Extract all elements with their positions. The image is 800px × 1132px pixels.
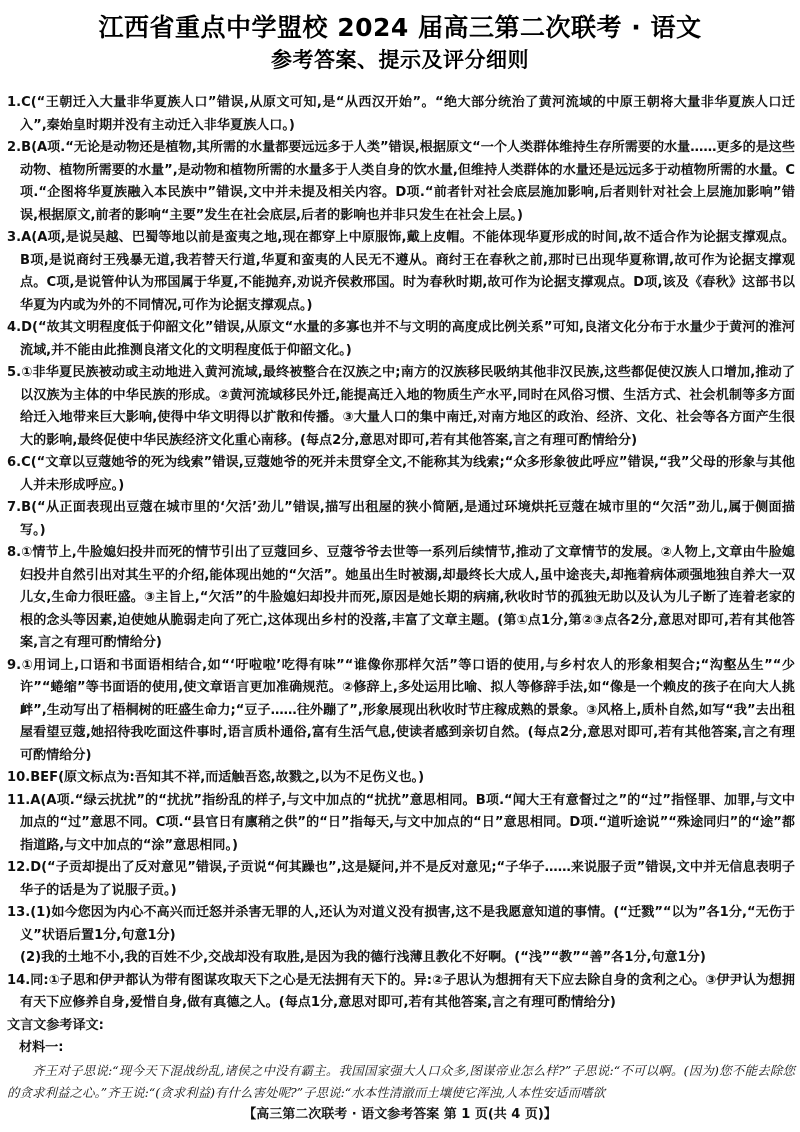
answer-item-4: 4.D(“故其文明程度低于仰韶文化”错误,从原文“水量的多寡也并不与文明的高度成比例关系”可知,良渚文化分布于水量少于黄河的淮河流域,并不能由此推测良渚文化的文明程度低于仰韶文化。) [7,320,795,358]
answer-item-14: 14.同:①子思和伊尹都认为带有图谋攻取天下之心是无法拥有天下的。异:②子思认为想拥有天下应去除自身的贪利之心。③伊尹认为想拥有天下应修养自身,爱惜自身,做有真德之人。(每点1分,意思对即可,若有其他答案,言之有理可酌情给分) [7,972,795,1010]
answer-item-7: 7.B(“从正面表现出豆蔻在城市里的‘欠活’劲儿”错误,描写出租屋的狭小简陋,是通过环境烘托豆蔻在城市里的“欠活”劲儿,属于侧面描写。) [7,500,795,538]
document-title: 江西省重点中学盟校 2024 届高三第二次联考 · 语文 [98,13,702,42]
answer-item-11: 11.A(A项.“绿云扰扰”的“扰扰”指纷乱的样子,与文中加点的“扰扰”意思相同。B项.“闻大王有意督过之”的“过”指怪罪、加罪,与文中加点的“过”意思不同。C项.“县官日有廪稍之供”的“日”指每天,与文中加点的“日”意思相同。D项.“道听途说”“殊途同归”的“途”都指道路,与文中加点的“涂”意思相同。) [7,792,795,853]
answer-item-9: 9.①用词上,口语和书面语相结合,如“‘吁啦啦’吃得有味”“谁像你那样欠活”等口语的使用,与乡村农人的形象相契合;“沟壑丛生”“少许”“蜷缩”等书面语的使用,使文章语言更加准确规范。②修辞上,多处运用比喻、拟人等修辞手法,如“像是一个赖皮的孩子在向大人挑衅”,生动写出了梧桐树的旺盛生命力;“豆子……往外蹦了”,形象展现出秋收时节庄稼成熟的景象。③风格上,质朴自然,如写“我”去出租屋看望豆蔻,她招待我吃面这件事时,语言质朴通俗,富有生活气息,使读者感到亲切自然。(每点2分,意思对即可,若有其他答案,言之有理可酌情给分) [7,657,795,763]
answer-item-8: 8.①情节上,牛脸媳妇投井而死的情节引出了豆蔻回乡、豆蔻爷爷去世等一系列后续情节,推动了文章情节的发展。②人物上,文章由牛脸媳妇投井自然引出对其生平的介绍,能体现出她的“欠活”。她虽出生时被溺,却最终长大成人,虽中途丧夫,却拖着病体顽强地独自养大一双儿女,生命力很旺盛。③主旨上,“欠活”的牛脸媳妇却投井而死,原因是她长期的病痛,秋收时节的孤独无助以及认为儿子断了连着老家的根的念头等因素,迫使她从脆弱走向了死亡,这体现出乡村的没落,丰富了文章主题。(第①点1分,第②③点各2分,意思对即可,若有其他答案,言之有理可酌情给分) [7,545,795,650]
answer-item-13: 13.(1)如今您因为内心不高兴而迁怒并杀害无罪的人,还认为对道义没有损害,这不是我愿意知道的事情。(“迁戮”“以为”各1分,“无伤于义”状语后置1分,句意1分) [7,905,795,943]
translation-paragraph: 齐王对子思说:“现今天下混战纷乱,诸侯之中没有霸主。我国国家强大人口众多,图谋帝业怎么样?”子思说:“不可以啊。(因为)您不能去除您的贪求利益之心。”齐王说:“(贪求利益)有什么害处呢?”子思说:“水本性清澈而土壤使它浑浊,人本性安适而嗜欲 [7,1062,795,1100]
answer-item-3: 3.A(A项,是说吴越、巴蜀等地以前是蛮夷之地,现在都穿上中原服饰,戴上皮帽。不能体现华夏形成的时间,故不适合作为论据支撑观点。B项,是说商纣王残暴无道,我若替天行道,华夏和蛮夷的人民无不遵从。商纣王在春秋之前,那时已出现华夏称谓,故可作为论据支撑观点。C项,是说管仲认为邢国属于华夏,不能抛弃,劝说齐侯救邢国。时为春秋时期,故可作为论据支撑观点。D项,该及《春秋》这部书以华夏为内或为外的不同情况,可作为论据支撑观点。) [7,230,795,313]
material-label: 材料一: [19,1040,64,1055]
answer-item-13-part-2: (2)我的土地不小,我的百姓不少,交战却没有取胜,是因为我的德行浅薄且教化不好啊。(“浅”“教”“善”各1分,句意1分) [20,950,706,965]
answer-item-1: 1.C(“王朝迁入大量非华夏族人口”错误,从原文可知,是“从西汉开始”。“绝大部分统治了黄河流域的中原王朝将大量非华夏族人口迁入”,秦始皇时期并没有主动迁入非华夏族人口。) [7,95,795,133]
answer-item-5: 5.①非华夏民族被动或主动地进入黄河流域,最终被整合在汉族之中;南方的汉族移民吸纳其他非汉民族,这些都促使汉族人口增加,推动了以汉族为主体的中华民族的形成。②黄河流域移民外迁,能提高迁入地的物质生产水平,同时在风俗习惯、生活方式、社会机制等多方面给迁入地带来巨大影响,使得中华文明得以扩散和传播。③大量人口的集中南迁,对南方地区的政治、经济、文化、社会等各方面产生很大的影响,最终促使中华民族经济文化重心南移。(每点2分,意思对即可,若有其他答案,言之有理可酌情给分) [7,365,795,448]
document-subtitle: 参考答案、提示及评分细则 [271,48,529,72]
answer-item-2: 2.B(A项.“无论是动物还是植物,其所需的水量都要远远多于人类”错误,根据原文“一个人类群体维持生存所需要的水量……更多的是这些动物、植物所需要的水量”,是动物和植物所需的水量多于人类自身的饮水量,但维持人类群体的水量还是远远多于动植物所需的水量。C项.“企图将华夏族融入本民族中”错误,文中并未提及相关内容。D项.“前者针对社会底层施加影响,后者则针对社会上层施加影响”错误,根据原文,前者的影响“主要”发生在社会底层,后者的影响也并非只发生在社会上层。) [7,140,795,223]
answer-item-10: 10.BEF(原文标点为:吾知其不祥,而适触吾恣,故戮之,以为不足伤义也。) [7,770,425,785]
translation-heading: 文言文参考译文: [7,1017,104,1033]
answer-body [7,92,795,1104]
answer-item-12: 12.D(“子贡却提出了反对意见”错误,子贡说“何其躁也”,这是疑问,并不是反对意见;“子华子……来说服子贡”错误,文中并无信息表明子华子的话是为了说服子贡。) [7,860,795,898]
page-footer: 【高三第二次联考 · 语文参考答案 第 1 页(共 4 页)】 [243,1107,557,1122]
answer-item-6: 6.C(“文章以豆蔻她爷的死为线索”错误,豆蔻她爷的死并未贯穿全文,不能称其为线索;“众多形象彼此呼应”错误,“我”父母的形象与其他人并未形成呼应。) [7,455,795,493]
